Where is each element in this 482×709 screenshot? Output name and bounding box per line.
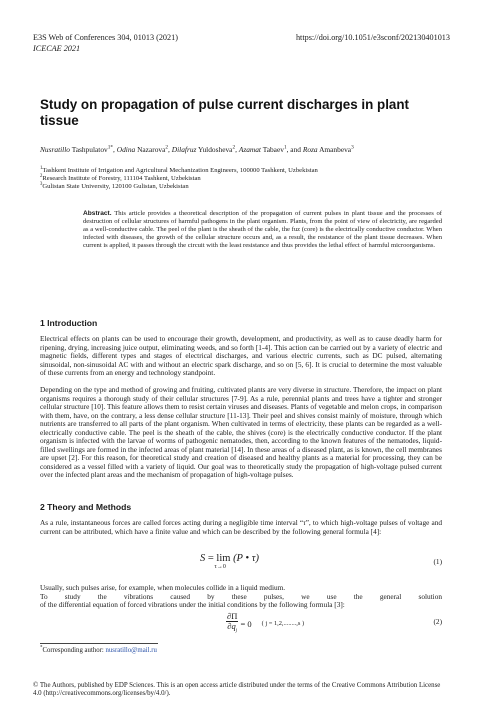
- abstract-label: Abstract.: [83, 210, 112, 217]
- equation-1-number: (1): [433, 557, 442, 566]
- equation-1: S = lim τ→0 (P • τ): [200, 553, 259, 570]
- author-name: Odina Nazarova$^2$: [116, 144, 169, 154]
- word: caused: [170, 592, 191, 601]
- equation-2-condition: ( j = 1,2,........,s ): [261, 620, 305, 628]
- word: vibrations: [123, 592, 154, 601]
- author-name: Roza Amanbeva$^3$: [302, 144, 354, 154]
- equation-2-numerator: ∂Π: [227, 611, 238, 621]
- author-name: Azamat Tabaev$^1$: [238, 144, 287, 154]
- author-name: Nusratillo Tashpulatov$^{1*}$: [40, 144, 114, 154]
- theory-paragraph-2: Usually, such pulses arise, for example, when molecules collide in a liquid medium.: [40, 583, 286, 592]
- section-heading-introduction: 1 Introduction: [40, 318, 98, 328]
- word: study: [64, 592, 81, 601]
- word: these: [231, 592, 247, 601]
- abstract: [83, 210, 442, 250]
- word: the: [353, 592, 363, 601]
- intro-paragraph-2: Depending on the type and method of growing and fruiting, cultivated plants are very diverse in structure. Therefore, the impact on plant organisms requires a thorough study of their cellular structures [7-9]. As a rule, perennial plants and trees have a tighter and stronger cellular structure [10]. This feature allows them to resist certain viruses and diseases. Plants of vegetable and melon crops, in comparison with them, have, on the contrary, a less dense cellular structure [11-13]. Their peel and shives consist mainly of moisture, through which nutrients are transferred to all parts of the plant organism. When cultivated in terms of electricity, these plants can be regarded as a well-electrically conductive cable. The peel is the sheath of the cable, the shives (core) is the electrically conductive conductor. If the plant organism is infected with the larvae of worms of pathogenic nematodes, then, according to the known features of the nematodes, liquid-filled swellings are formed in the infected areas of plant material [14]. In these areas of a diseased plant, as is known, the cell membranes are upset [2]. For this reason, for theoretical study and creation of diseased and healthy plants as a material for processing, they can be considered as a vessel filled with a variety of liquid. Our goal was to theoretically study the propagation of high-voltage pulsed current over the infected plant areas and the mechanism of propagation of high-voltage pulses.: [40, 385, 442, 480]
- equation-2: $\frac{\partial\Pi}{\partial q_j}$ = 0 ( j = 1,2,........,s ): [227, 611, 305, 634]
- affiliation-list: [40, 167, 442, 191]
- footnote-divider: [40, 643, 158, 644]
- section-heading-theory: 2 Theory and Methods: [40, 502, 132, 512]
- affiliation-item: $^1$Tashkent Institute of Irrigation and Agricultural Mechanization Engineers, 100000 Tashkent, Uzbekistan: [40, 165, 318, 174]
- author-list: Nusratillo Tashpulatov$^{1*}$, Odina Nazarova$^2$, Dilafruz Yuldosheva$^2$, Azamat Tabaev$^1$, and Roza Amanbeva$^3$: [40, 144, 354, 154]
- conference-name: ICECAE 2021: [33, 44, 81, 53]
- intro-paragraph-1: Electrical effects on plants can be used to encourage their growth, development, and productivity, as well as to cause deadly harm for ripening, drying, increasing juice output, eliminating weeds, and so forth [1-4]. This action can be carried out by a variety of electric and magnetic fields, different types and stages of electrical discharges, and various electric currents, such as DC pulsed, alternating sinusoidal, non-sinusoidal AC with and without an electric spark discharge, and so on [5, 6]. It is crucial to determine the most valuable of these currents from an energy and technology standpoint.: [40, 334, 442, 378]
- journal-citation: E3S Web of Conferences 304, 01013 (2021): [33, 33, 178, 42]
- word: pulses,: [263, 592, 284, 601]
- word: To: [40, 592, 48, 601]
- word: the: [97, 592, 107, 601]
- word: solution: [418, 592, 442, 601]
- limit-subscript: τ→0: [214, 564, 226, 570]
- license-notice: © The Authors, published by EDP Sciences. This is an open access article distributed under the terms of the Creative Commons Attribution License 4.0 (http://creativecommons.org/licenses/by/4.0/).: [33, 682, 441, 698]
- doi-link[interactable]: https://doi.org/10.1051/e3sconf/202130401013: [295, 33, 450, 42]
- word: by: [207, 592, 215, 601]
- author-email-link[interactable]: nusratillo@mail.ru: [105, 647, 157, 654]
- paper-title: Study on propagation of pulse current discharges in plant tissue: [40, 97, 410, 128]
- word: general: [379, 592, 402, 601]
- author-name: Dilafruz Yuldosheva$^2$: [171, 144, 236, 154]
- abstract-text: This article provides a theoretical description of the propagation of current pulses in plant tissue and the processes of destruction of cellular structures of harmful pathogens in the plant organism. Plants, from the point of view of electricity, are regarded as a well-conductive cable. The peel of the plant is the sheath of the cable, the fuz (core) is the electrically conductive conductor. When infected with diseases, the growth of the cellular structure occurs and, as a result, the resistance of the plant tissue decreases. When current is applied, it passes through the circuit with the least resistance and thus provides the lethal effect of harmful microorganisms.: [83, 210, 442, 250]
- affiliation-item: $^3$Gulistan State University, 120100 Gulistan, Uzbekistan: [40, 182, 189, 191]
- theory-paragraph-1: As a rule, instantaneous forces are called forces acting during a negligible time interval “τ”, to which high-voltage pulses of voltage and current can be attributed, which have a finite value and which can be described by the following general formula [4]:: [40, 518, 442, 536]
- footnote: *Corresponding author: nusratillo@mail.ru: [40, 645, 157, 654]
- tau-symbol: τ: [303, 518, 306, 527]
- theory-paragraph-3: of the differential equation of forced vibrations under the initial conditions by the following formula [3]:: [40, 600, 345, 609]
- word: we: [301, 592, 310, 601]
- word: use: [326, 592, 337, 601]
- affiliation-item: $^2$Research Institute of Forestry, 111104 Tashkent, Uzbekistan: [40, 173, 201, 183]
- equation-2-number: (2): [433, 617, 442, 626]
